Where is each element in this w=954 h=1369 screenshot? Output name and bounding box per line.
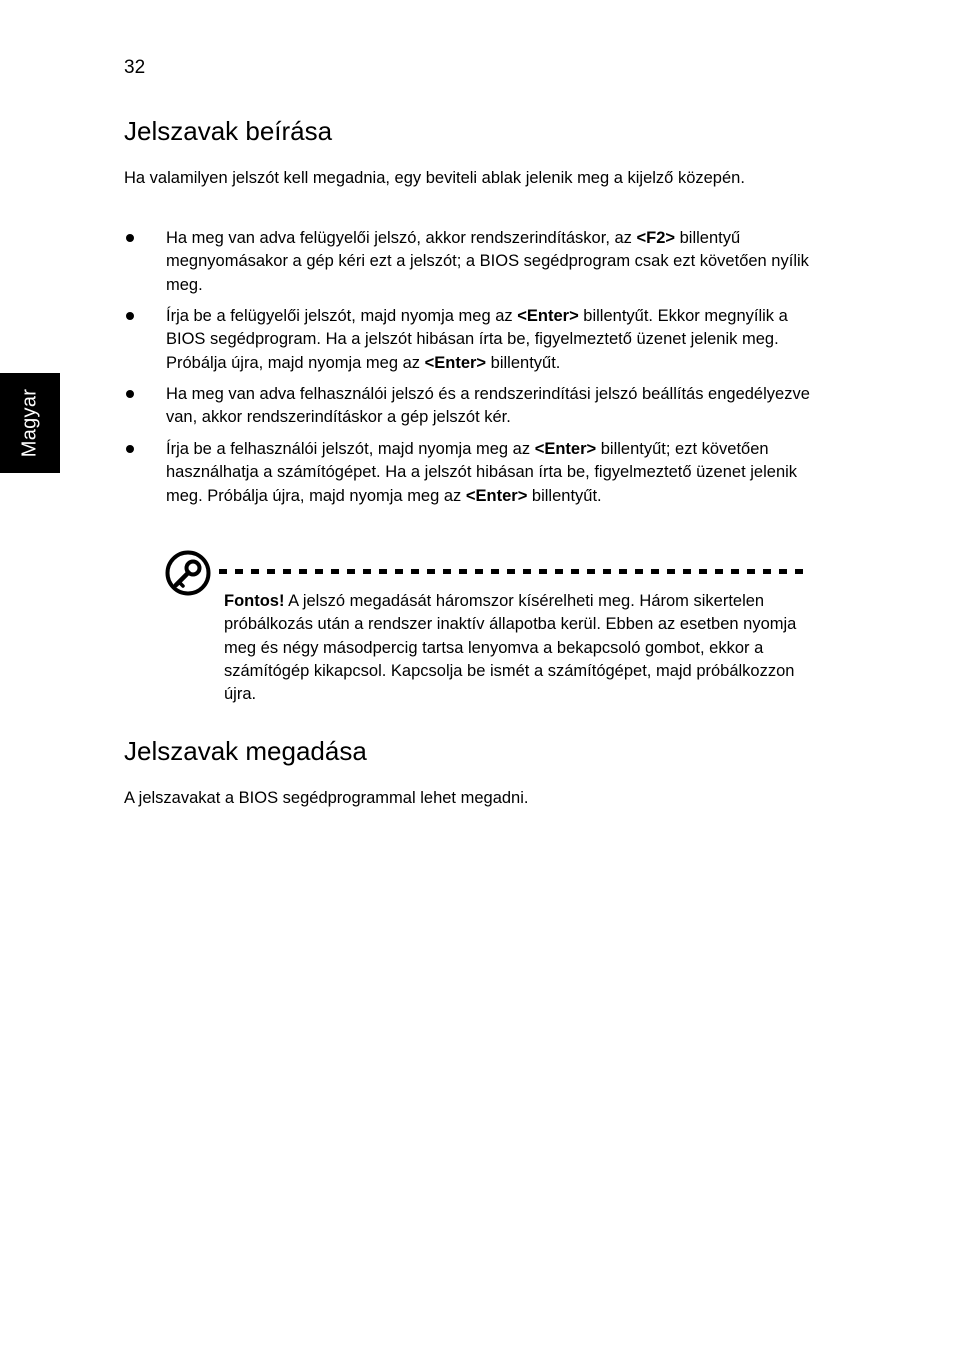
bullet-icon [126, 390, 134, 398]
list-item-text: Ha meg van adva felhasználói jelszó és a rendszerindítási jelszó beállítás engedélyezve van, akkor rendszerindításkor a gép jelszót kér. [166, 385, 810, 427]
note-body: A jelszó megadását háromszor kísérelheti meg. Három sikertelen próbálkozás után a rendszer inaktív állapotba kerül. Ebben az esetben nyomja meg és négy másodpercig tartsa lenyomva a bekapcsoló gombot, ekkor a számítógép kikapcsol. Kapcsolja be ismét a számítógépet, majd próbálkozzon újra. [224, 592, 797, 704]
important-note [224, 590, 804, 706]
language-side-tab [0, 373, 60, 473]
section-intro-entering-passwords: Ha valamilyen jelszót kell megadnia, egy beviteli ablak jelenik meg a kijelző közepén. [124, 169, 745, 187]
bullet-icon [126, 312, 134, 320]
list-item-text: Írja be a felügyelői jelszót, majd nyomja meg az <Enter> billentyűt. Ekkor megnyílik a BIOS segédprogram. Ha a jelszót hibásan írta be, figyelmeztető üzenet jelenik meg. Próbálja újra, majd nyomja meg az <Enter> billentyűt. [166, 307, 788, 372]
page-number: 32 [124, 57, 146, 78]
note-divider [219, 569, 806, 574]
language-side-tab-label: Magyar [18, 388, 41, 458]
list-item-text: Írja be a felhasználói jelszót, majd nyomja meg az <Enter> billentyűt; ezt követően használhatja a számítógépet. Ha a jelszót hibásan írta be, figyelmeztető üzenet jelenik meg. Próbálja újra, majd nyomja meg az <Enter> billentyűt. [166, 440, 798, 505]
section-intro-setting-passwords: A jelszavakat a BIOS segédprogrammal lehet megadni. [124, 789, 529, 807]
note-label: Fontos! [224, 592, 285, 610]
list-item-text: Ha meg van adva felügyelői jelszó, akkor rendszerindításkor, az <F2> billentyű megnyomásakor a gép kéri ezt a jelszót; a BIOS segédprogram csak ezt követően nyílik meg. [166, 229, 809, 294]
key-icon [164, 549, 212, 597]
bullet-icon [126, 445, 134, 453]
section-title-setting-passwords: Jelszavak megadása [124, 736, 367, 766]
section-title-entering-passwords: Jelszavak beírása [124, 116, 333, 146]
bullet-icon [126, 234, 134, 242]
